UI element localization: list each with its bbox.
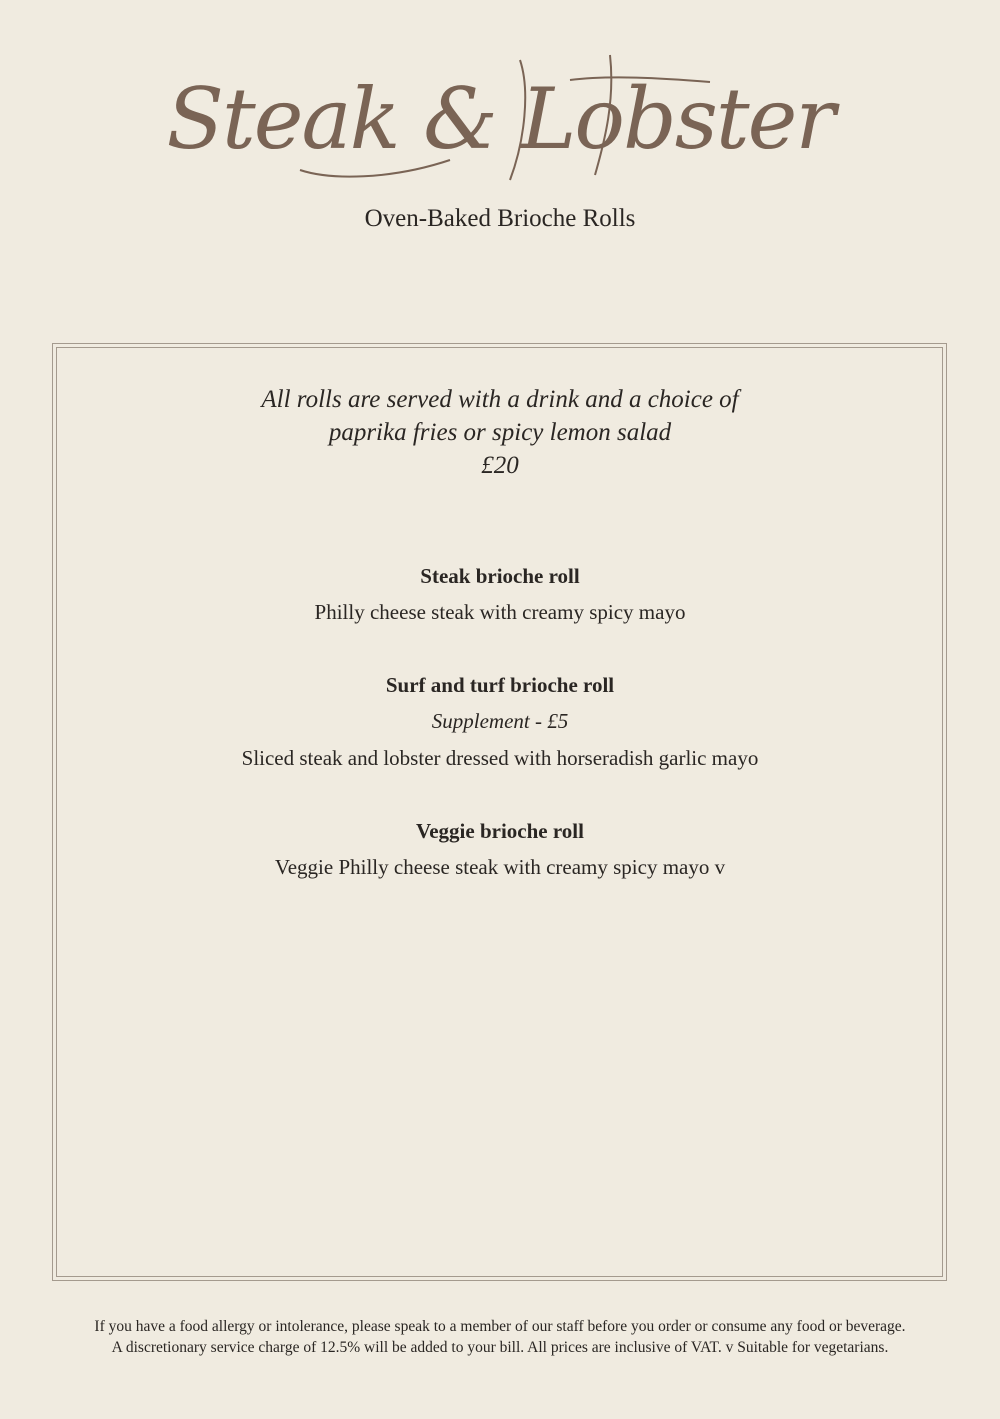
menu-item-description: Philly cheese steak with creamy spicy mayo [314,600,686,624]
intro-line-2: paprika fries or spicy lemon salad [328,419,672,446]
logo [0,30,1000,200]
footer-notice [0,1316,1000,1358]
intro-price: £20 [481,452,519,479]
menu-item-name: Veggie brioche roll [416,819,584,843]
menu-frame [52,343,947,1281]
menu-item-description: Sliced steak and lobster dressed with horseradish garlic mayo [241,746,759,770]
menu-item-name: Surf and turf brioche roll [385,673,615,697]
menu-item-supplement: Supplement - £5 [431,709,569,733]
footer-allergy-notice: If you have a food allergy or intolerance, please speak to a member of our staff before you order or consume any food or beverage. [94,1318,906,1335]
menu-item-description: Veggie Philly cheese steak with creamy spicy mayo v [274,855,726,879]
logo-text: Steak & Lobster [166,70,834,168]
logo-graphic [166,30,834,200]
menu-subtitle: Oven-Baked Brioche Rolls [364,205,636,232]
menu-frame-inner-border [56,347,943,1277]
menu-intro [0,383,1000,482]
footer-service-charge-notice: A discretionary service charge of 12.5% will be added to your bill. All prices are inclusive of VAT. v Suitable for vegetarians. [111,1339,889,1356]
intro-line-1: All rolls are served with a drink and a choice of [261,386,739,413]
menu-item-name: Steak brioche roll [420,564,580,588]
